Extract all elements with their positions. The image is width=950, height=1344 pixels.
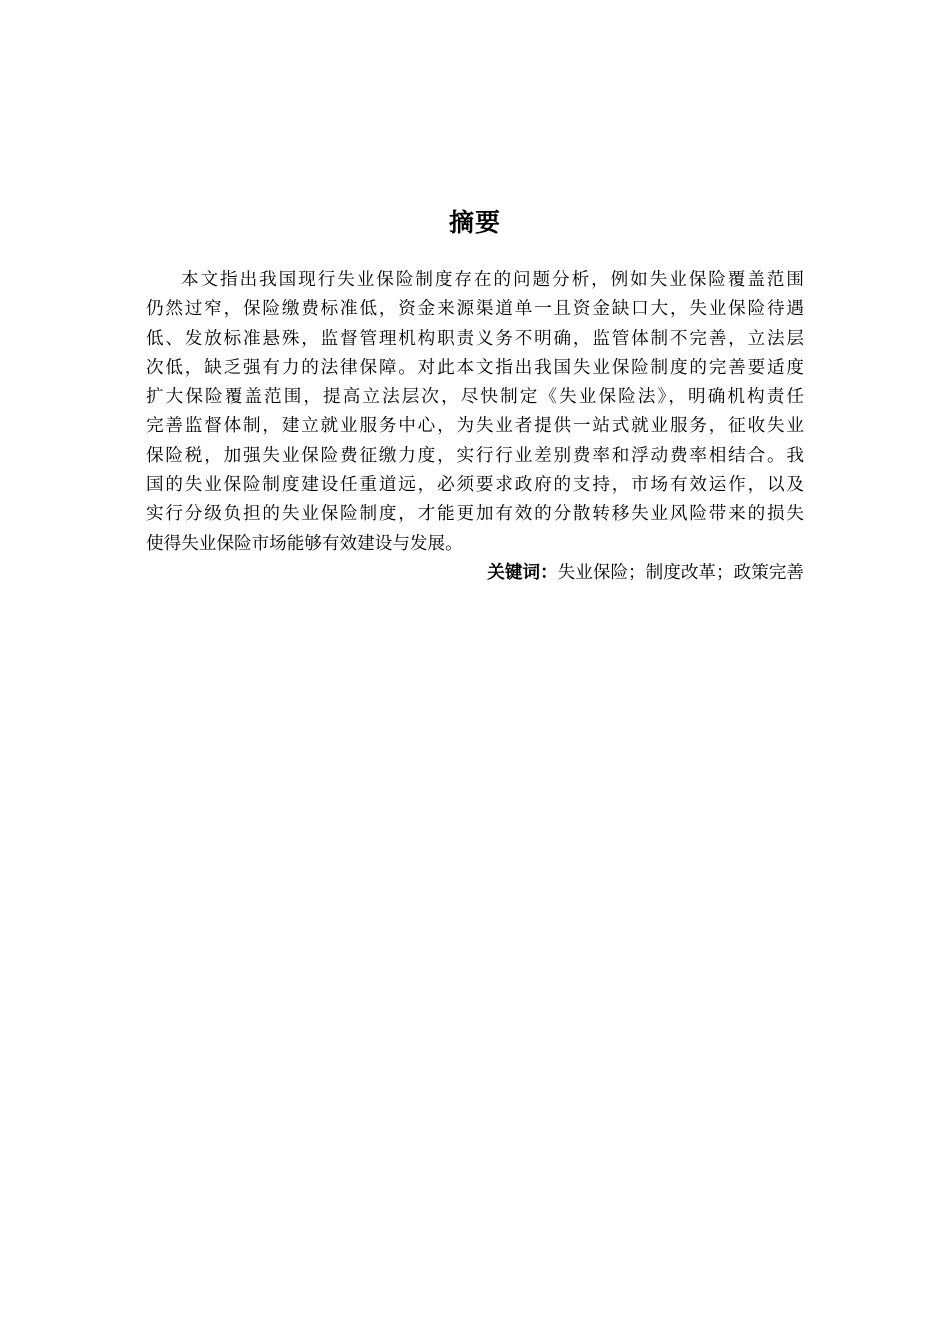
abstract-line: 低、发放标准悬殊，监督管理机构职责义务不明确，监管体制不完善，立法层 bbox=[146, 328, 804, 349]
keywords-line bbox=[487, 559, 804, 588]
abstract-line: 完善监督体制，建立就业服务中心，为失业者提供一站式就业服务，征收失业 bbox=[146, 416, 804, 437]
abstract-line: 使得失业保险市场能够有效建设与发展。 bbox=[146, 533, 463, 554]
abstract-line: 本文指出我国现行失业保险制度存在的问题分析，例如失业保险覆盖范围 bbox=[181, 270, 804, 290]
abstract-line: 国的失业保险制度建设任重道远，必须要求政府的支持，市场有效运作，以及 bbox=[146, 475, 804, 496]
abstract-line: 次低，缺乏强有力的法律保障。对此本文指出我国失业保险制度的完善要适度 bbox=[146, 357, 804, 378]
abstract-line: 保险税，加强失业保险费征缴力度，实行行业差别费率和浮动费率相结合。我 bbox=[146, 445, 804, 466]
keywords-text: 失业保险；制度改革；政策完善 bbox=[557, 563, 804, 583]
abstract-title: 摘要 bbox=[448, 208, 501, 237]
abstract-line: 仍然过窄，保险缴费标准低，资金来源渠道单一且资金缺口大，失业保险待遇 bbox=[146, 299, 804, 320]
keywords-label: 关键词： bbox=[487, 563, 558, 583]
abstract-body bbox=[146, 266, 804, 559]
abstract-line: 实行分级负担的失业保险制度，才能更加有效的分散转移失业风险带来的损失 bbox=[146, 504, 804, 525]
abstract-line: 扩大保险覆盖范围，提高立法层次，尽快制定《失业保险法》，明确机构责任 bbox=[146, 387, 804, 408]
